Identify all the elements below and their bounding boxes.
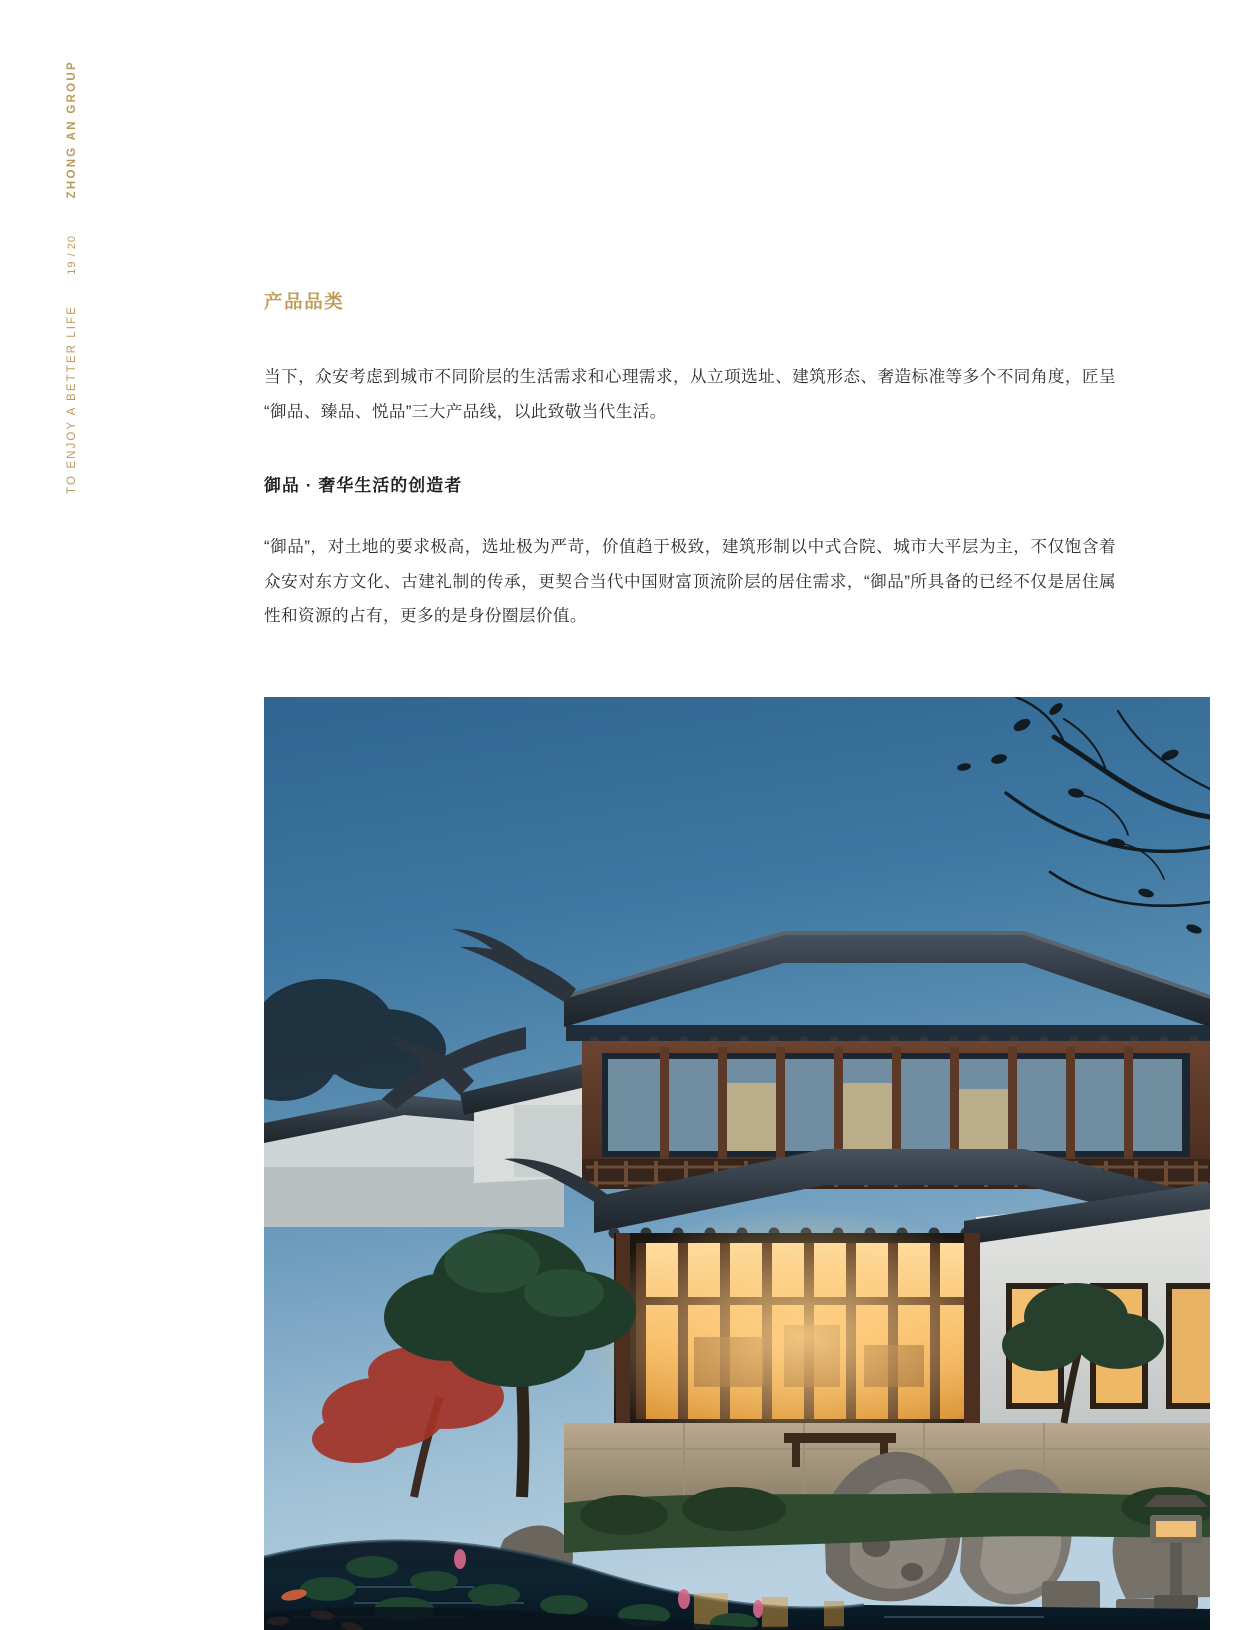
page-current: 19 [66, 260, 78, 275]
content-column [264, 288, 1116, 664]
page-total: 20 [66, 235, 78, 250]
page-number-vertical [66, 235, 79, 275]
section-subtitle: 御品 · 奢华生活的创造者 [264, 475, 463, 495]
paragraph-yupin: “御品”，对土地的要求极高，选址极为严苛，价值趋于极致，建筑形制以中式合院、城市大平层为主，不仅饱含着众安对东方文化、古建礼制的传承，更契合当代中国财富顶流阶层的居住需求，“御品”所具备的已经不仅是居住属性和资源的占有，更多的是身份圈层价值。 [264, 536, 1116, 626]
brand-name-vertical: ZHONG AN GROUP [66, 60, 78, 199]
side-rail [58, 60, 118, 494]
paragraph-intro: 当下，众安考虑到城市不同阶层的生活需求和心理需求，从立项选址、建筑形态、奢造标准等多个不同角度，匠呈“御品、臻品、悦品”三大产品线，以此致敬当代生活。 [264, 367, 1116, 421]
hero-photo [264, 697, 1210, 1630]
page-separator: / [66, 253, 78, 257]
page-title: 产品品类 [264, 291, 345, 312]
brand-slogan-vertical: TO ENJOY A BETTER LIFE [66, 305, 78, 494]
chinese-courtyard-villa-illustration [264, 697, 1210, 1630]
